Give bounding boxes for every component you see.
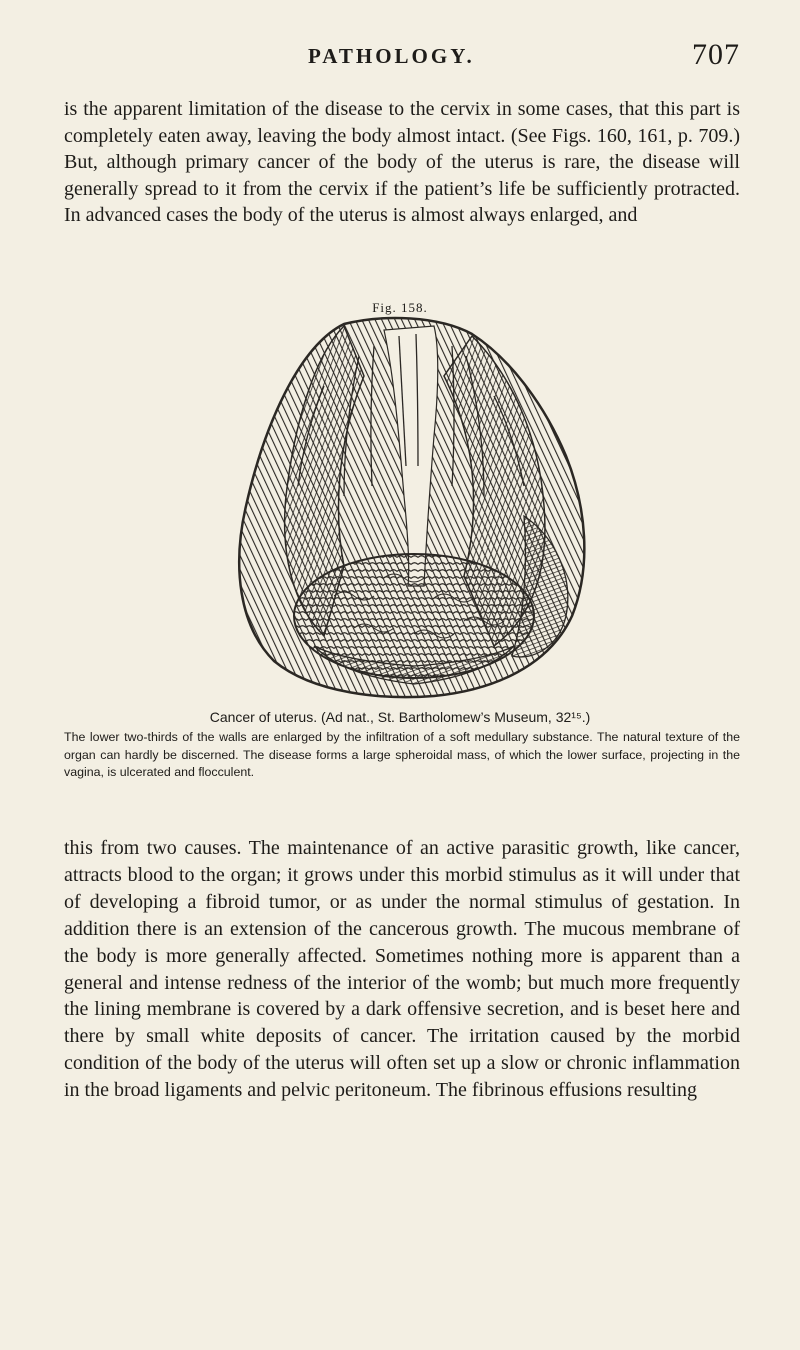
figure-label: Fig. 158. bbox=[372, 300, 428, 315]
running-head: PATHOLOGY. bbox=[308, 44, 475, 68]
figure-caption-title: Cancer of uterus. (Ad nat., St. Bartholomew’s Museum, 32¹⁵.) bbox=[209, 709, 591, 725]
figure-illustration bbox=[194, 316, 610, 700]
page-header bbox=[64, 38, 740, 78]
paragraph-top: is the apparent limitation of the disease to the cervix in some cases, that this part is completely eaten away, leaving the body almost intact. (See Figs. 160, 161, p. 709.) But, although primary cancer of the body of the uterus is rare, the disease will generally spread to it from the cervix if the patient’s life be sufficiently protracted. In advanced cases the body of the uterus is almost always enlarged, and bbox=[64, 98, 740, 227]
figure-caption-body: The lower two-thirds of the walls are enlarged by the infiltration of a soft medullary substance. The natural texture of the organ can hardly be discerned. The disease forms a large spheroidal mass, of which the lower surface, projecting in the vagina, is ulcerated and flocculent. bbox=[64, 730, 740, 779]
page-number: 707 bbox=[692, 38, 740, 71]
paragraph-bottom: this from two causes. The maintenance of an active parasitic growth, like cancer, attracts blood to the organ; it grows under this morbid stimulus as it will under that of developing a fibroid tumor, or as under the normal stimulus of gestation. In addition there is an extension of the cancerous growth. The mucous membrane of the body is more generally affected. Sometimes nothing more is apparent than a general and intense redness of the interior of the womb; but much more frequently the lining membrane is covered by a dark offensive secretion, and is beset here and there by small white deposits of cancer. The irritation caused by the morbid condition of the body of the uterus will often set up a slow or chronic inflammation in the broad ligaments and pelvic peritoneum. The fibrinous effusions resulting bbox=[64, 837, 740, 1102]
uterus-engraving bbox=[194, 316, 610, 700]
